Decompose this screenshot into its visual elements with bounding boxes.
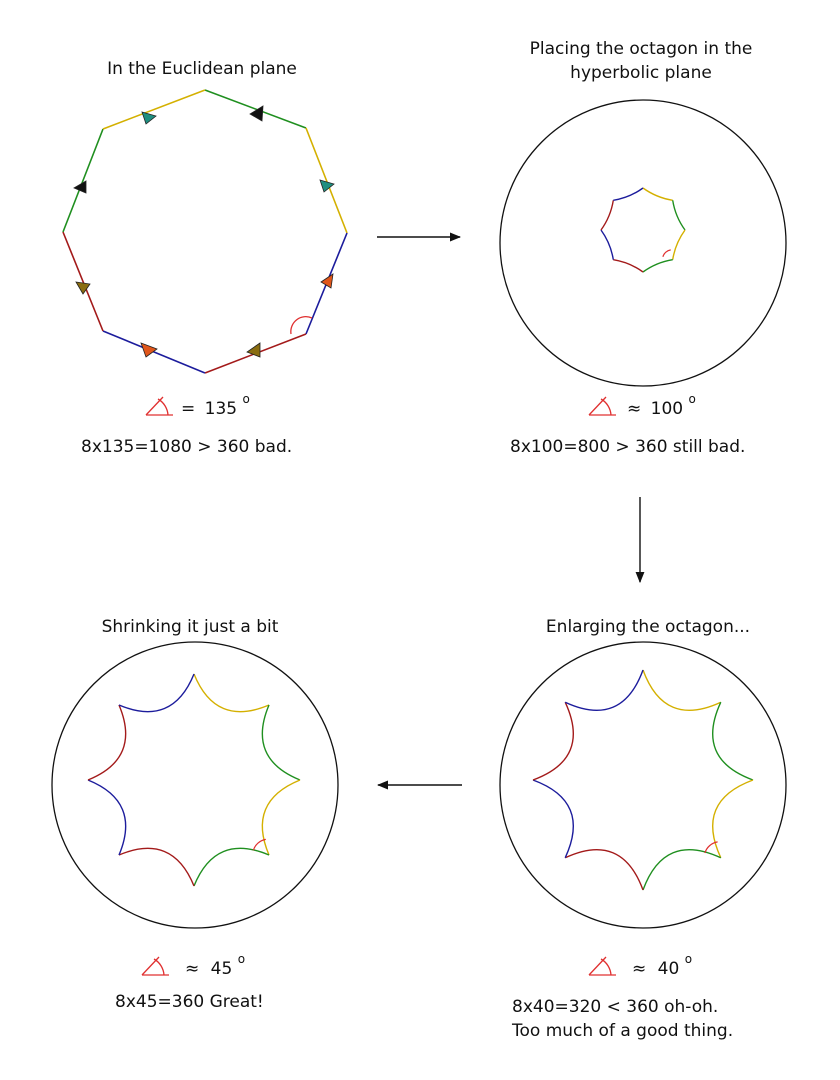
hyperbolic-edge [643, 850, 721, 890]
hyperbolic-edge [565, 670, 643, 710]
hyperbolic-edge [565, 850, 643, 890]
edge-marker-triangle [141, 343, 157, 357]
angle-sum-line: 8x135=1080 > 360 bad. [81, 437, 293, 457]
angle-icon [589, 397, 616, 415]
angle-sign: ≈ [185, 959, 200, 979]
hyperbolic-edge [119, 674, 194, 712]
hyperbolic-edge [613, 188, 643, 200]
hyperbolic-edge [88, 780, 126, 855]
edge-blue [103, 331, 205, 373]
degree-mark: o [242, 392, 250, 406]
angle-legend [146, 392, 250, 419]
panel-title: In the Euclidean plane [107, 59, 297, 79]
edge-marker-triangle [321, 274, 333, 288]
angle-value: 135 [204, 399, 238, 419]
svg-text:= 135 o [181, 392, 250, 419]
angle-icon [142, 957, 169, 975]
edge-yellow [103, 90, 205, 129]
panel-hyperbolic-45 [52, 617, 338, 1012]
angle-sum-line: 8x45=360 Great! [115, 992, 264, 1012]
edge-green [205, 90, 306, 128]
panel-title: Shrinking it just a bit [101, 617, 279, 637]
hyperbolic-edge [713, 702, 753, 780]
hyperbolic-edge [262, 780, 300, 855]
hyperbolic-edge [601, 200, 613, 230]
angle-value: 100 [650, 399, 684, 419]
panel-title-line2: hyperbolic plane [570, 63, 712, 83]
svg-text:≈ 45 o [185, 952, 245, 979]
edge-green [63, 129, 103, 232]
angle-icon [589, 957, 616, 975]
hyperbolic-edge [262, 705, 300, 780]
angle-icon [146, 397, 173, 415]
edge-marker-triangle [320, 180, 334, 192]
edge-yellow [306, 128, 347, 233]
angle-sum-line-1: 8x40=320 < 360 oh-oh. [512, 997, 719, 1017]
degree-mark: o [237, 952, 246, 966]
edge-marker-triangle [142, 112, 156, 124]
angle-value: 40 [657, 959, 680, 979]
panel-euclidean [63, 59, 347, 457]
degree-mark: o [684, 952, 693, 966]
angle-arc [663, 250, 671, 257]
panel-title: Enlarging the octagon... [545, 617, 751, 637]
hyperbolic-edge [533, 702, 573, 780]
panel-title-line1: Placing the octagon in the [529, 39, 753, 59]
angle-value: 45 [210, 959, 233, 979]
hyperbolic-octagon [601, 188, 685, 272]
svg-text:≈ 100 o [627, 392, 696, 419]
hyperbolic-edge [88, 705, 126, 780]
angle-sign: ≈ [627, 399, 642, 419]
hyperbolic-octagon [88, 674, 300, 886]
euclidean-octagon [63, 90, 347, 373]
hyperbolic-edge [119, 848, 194, 886]
angle-sign: ≈ [632, 959, 647, 979]
angle-sign: = [181, 399, 196, 419]
edge-marker-triangle [247, 343, 260, 357]
angle-legend [589, 392, 696, 419]
poincare-disk [500, 642, 786, 928]
hyperbolic-edge [601, 230, 613, 260]
hyperbolic-edge [673, 200, 685, 230]
hyperbolic-edge [194, 848, 269, 886]
angle-legend [589, 952, 692, 979]
hyperbolic-octagon [533, 670, 753, 890]
panel-hyperbolic-40 [500, 617, 786, 1041]
angle-legend [142, 952, 245, 979]
poincare-disk [500, 100, 786, 386]
edge-marker-triangle [74, 181, 86, 193]
svg-text:≈ 40 o [632, 952, 692, 979]
angle-sum-line-2: Too much of a good thing. [512, 1021, 734, 1041]
panel-hyperbolic-100 [500, 39, 786, 457]
hyperbolic-edge [643, 260, 673, 272]
hyperbolic-edge [673, 230, 685, 260]
degree-mark: o [688, 392, 696, 406]
hyperbolic-edge [194, 674, 269, 712]
hyperbolic-edge [613, 260, 643, 272]
angle-sum-line: 8x100=800 > 360 still bad. [510, 437, 746, 457]
edge-red [63, 232, 103, 331]
hyperbolic-edge [643, 188, 673, 200]
hyperbolic-edge [713, 780, 753, 858]
hyperbolic-edge [643, 670, 721, 710]
edge-direction-markers [74, 106, 334, 357]
hyperbolic-edge [533, 780, 573, 858]
